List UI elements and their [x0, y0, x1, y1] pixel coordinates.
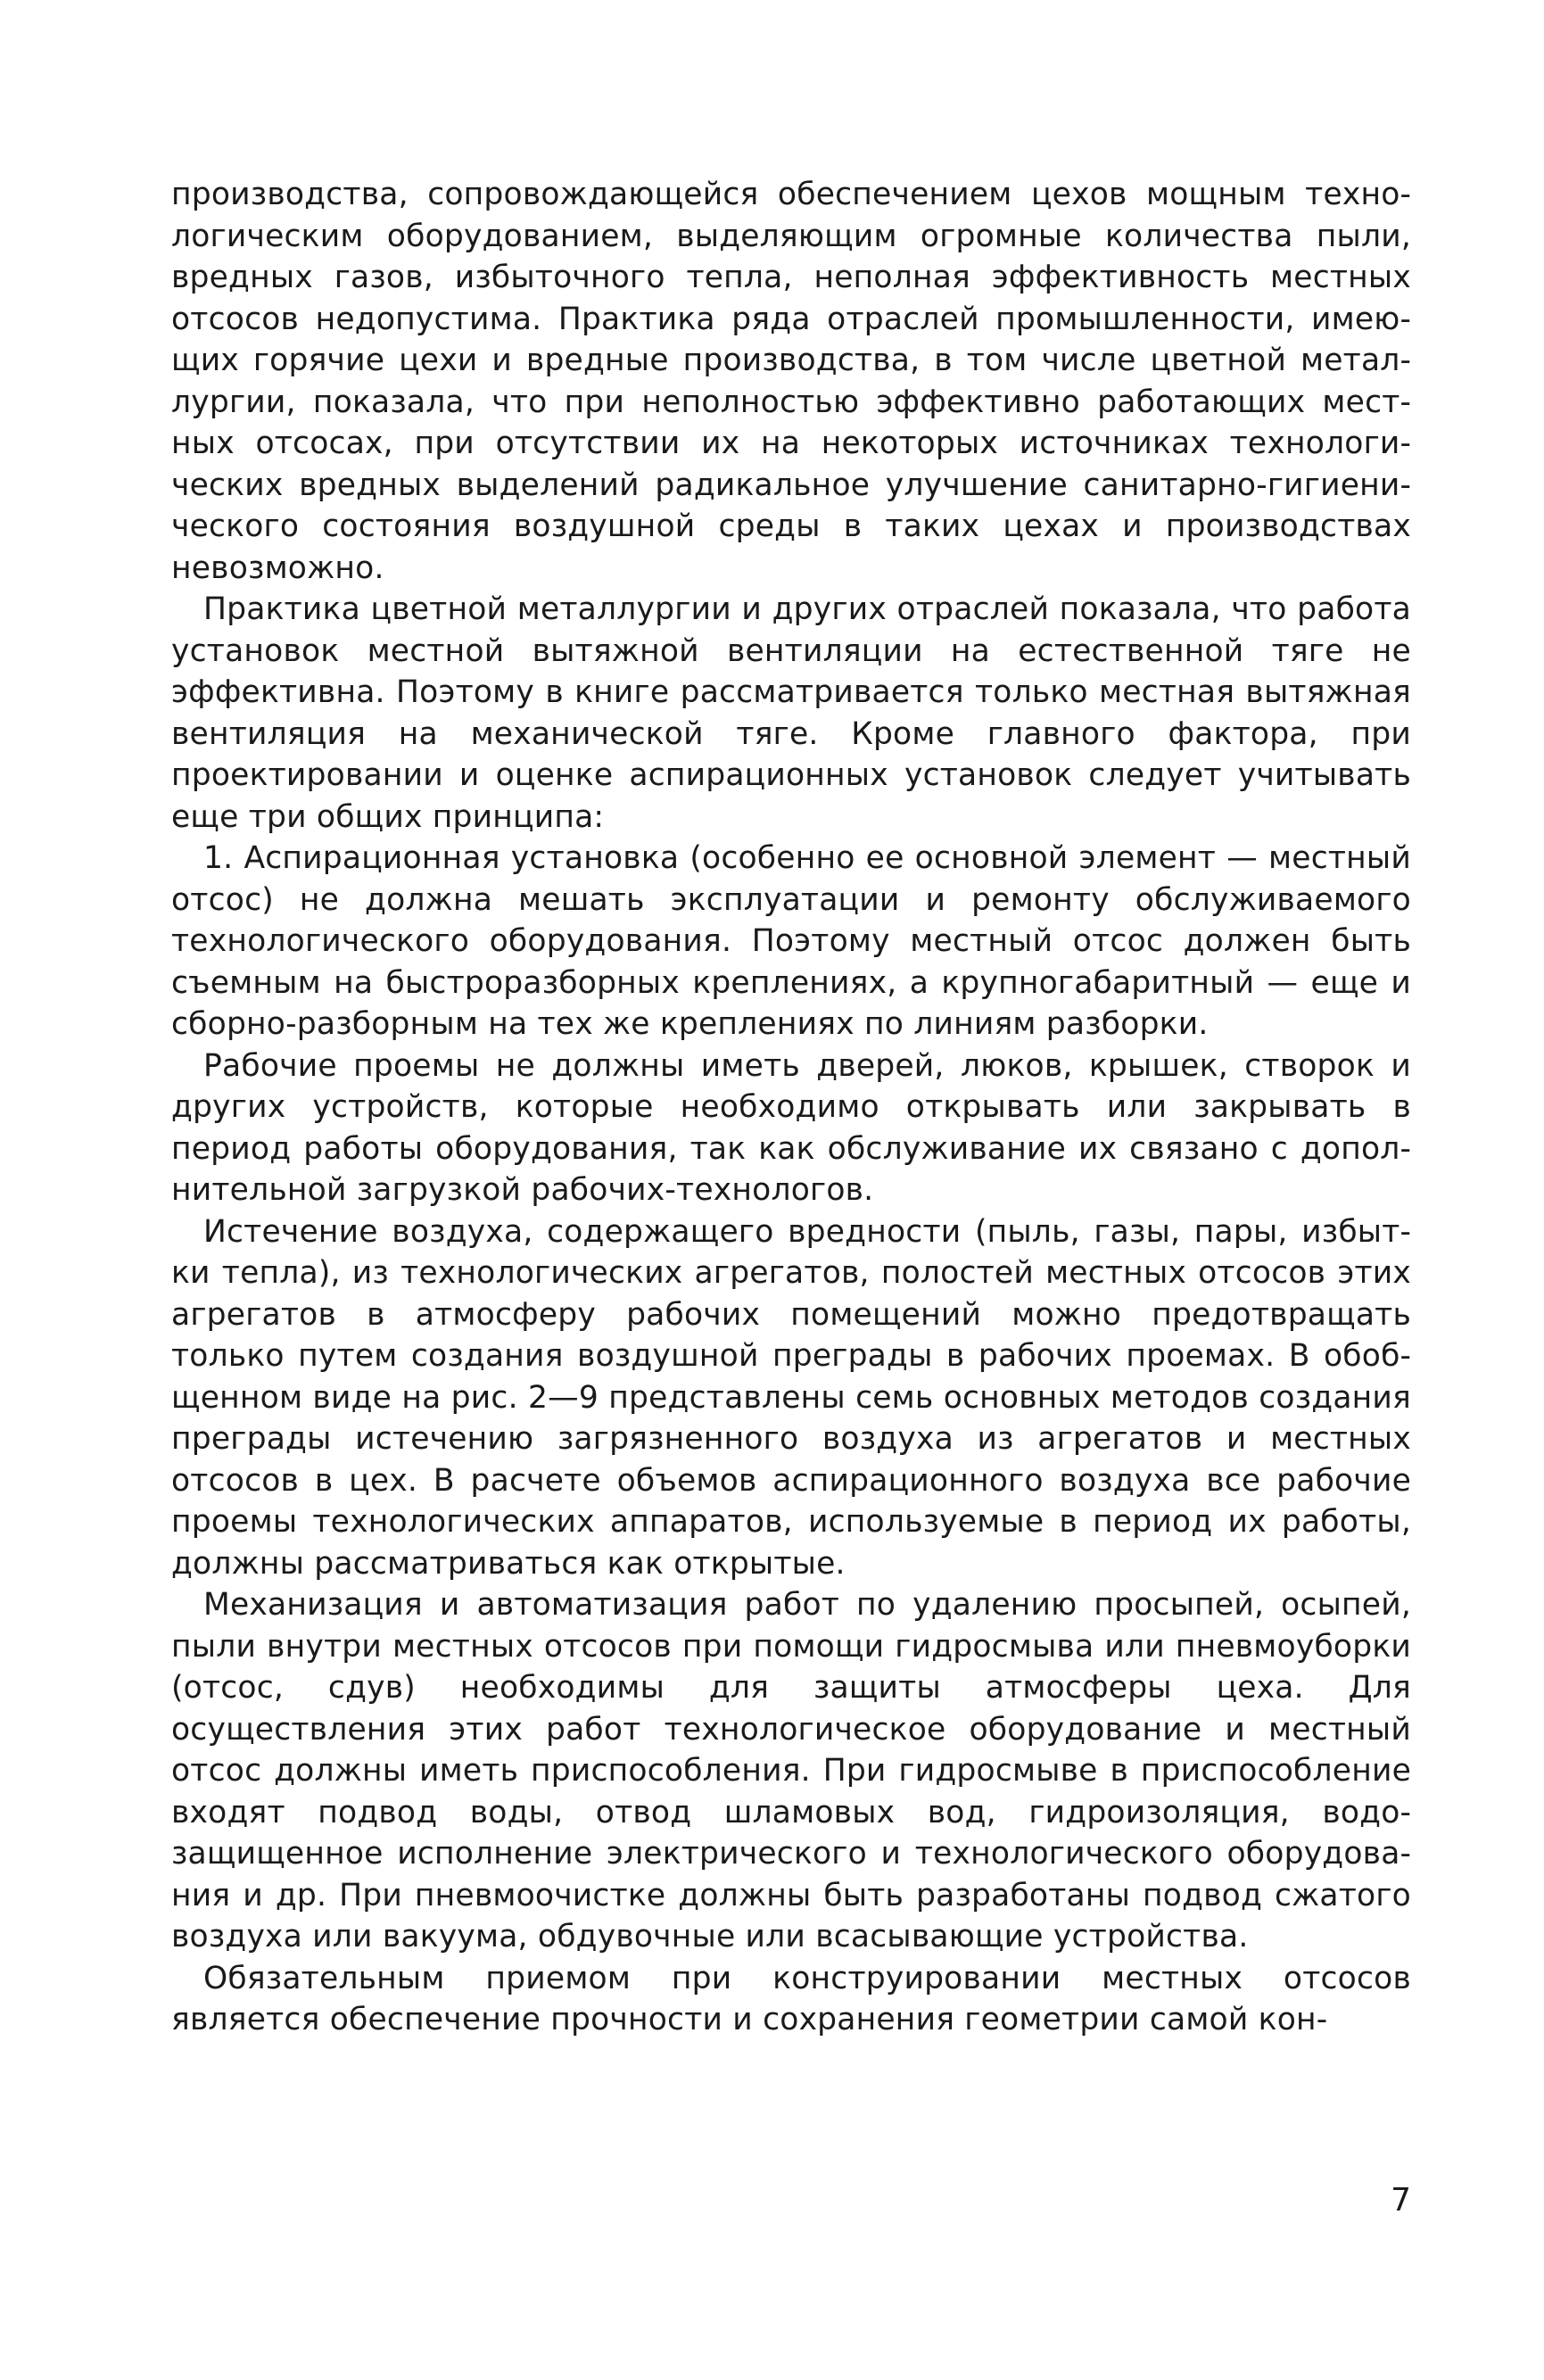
paragraph-principle-1: 1. Аспирационная установка (особенно ее основной элемент — местный отсос) не должна мешать эксплуатации и ремонту обслуживаемого технологического оборудования. Поэтому местный отсос должен быть съемным на быстроразборных креплениях, а крупногабаритный — еще и сборно-разборным на тех же креплениях по линиям разборки.	[171, 840, 1411, 1042]
paragraph-mandatory: Обязательным приемом при конструировании местных отсосов является обеспечение прочности и сохранения геометрии самой кон-	[171, 1960, 1411, 2037]
paragraph-continuation: производства, сопровождающейся обеспечением цехов мощным технологическим оборудованием, выделяющим огромные количества пыли, вредных газов, избыточного тепла, неполная эффективность местных отсосов недопустима. Практика ряда отраслей промышленности, имеющих горячие цехи и вредные производства, в том числе цветной металлургии, показала, что при неполностью эффективно работающих местных отсосах, при отсутствии их на некоторых источниках технологических вредных выделений радикальное улучшение санитарно-гигиенического состояния воздушной среды в таких цехах и производствах невозможно.	[171, 177, 1411, 586]
paragraph-air-outflow: Истечение воздуха, содержащего вредности (пыль, газы, пары, избытки тепла), из технологических агрегатов, полостей местных отсосов этих агрегатов в атмосферу рабочих помещений можно предотвращать только путем создания воздушной преграды в рабочих проемах. В обобщенном виде на рис. 2—9 представлены семь основных методов создания преграды истечению загрязненного воздуха из агрегатов и местных отсосов в цех. В расчете объемов аспирационного воздуха все рабочие проемы технологических аппаратов, используемые в период их работы, должны рассматриваться как открытые.	[171, 1213, 1411, 1582]
paragraph-mechanization: Механизация и автоматизация работ по удалению просыпей, осыпей, пыли внутри местных отсосов при помощи гидросмыва или пневмоуборки (отсос, сдув) необходимы для защиты атмосферы цеха. Для осуществления этих работ технологическое оборудование и местный отсос должны иметь приспособления. При гидросмыве в приспособление входят подвод воды, отвод шламовых вод, гидроизоляция, водозащищенное исполнение электрического и технологического оборудования и др. При пневмоочистке должны быть разработаны подвод сжатого воздуха или вакуума, обдувочные или всасывающие устройства.	[171, 1587, 1411, 1954]
paragraph-practice: Практика цветной металлургии и других отраслей показала, что работа установок местной вытяжной вентиляции на естественной тяге не эффективна. Поэтому в книге рассматривается только местная вытяжная вентиляция на механической тяге. Кроме главного фактора, при проектировании и оценке аспирационных установок следует учитывать еще три общих принципа:	[171, 591, 1411, 835]
body-text	[171, 174, 1411, 2041]
page-number: 7	[1391, 2182, 1411, 2219]
paragraph-work-openings: Рабочие проемы не должны иметь дверей, люков, крышек, створок и других устройств, которые необходимо открывать или закрывать в период работы оборудования, так как обслуживание их связано с дополнительной загрузкой рабочих-технологов.	[171, 1047, 1411, 1208]
